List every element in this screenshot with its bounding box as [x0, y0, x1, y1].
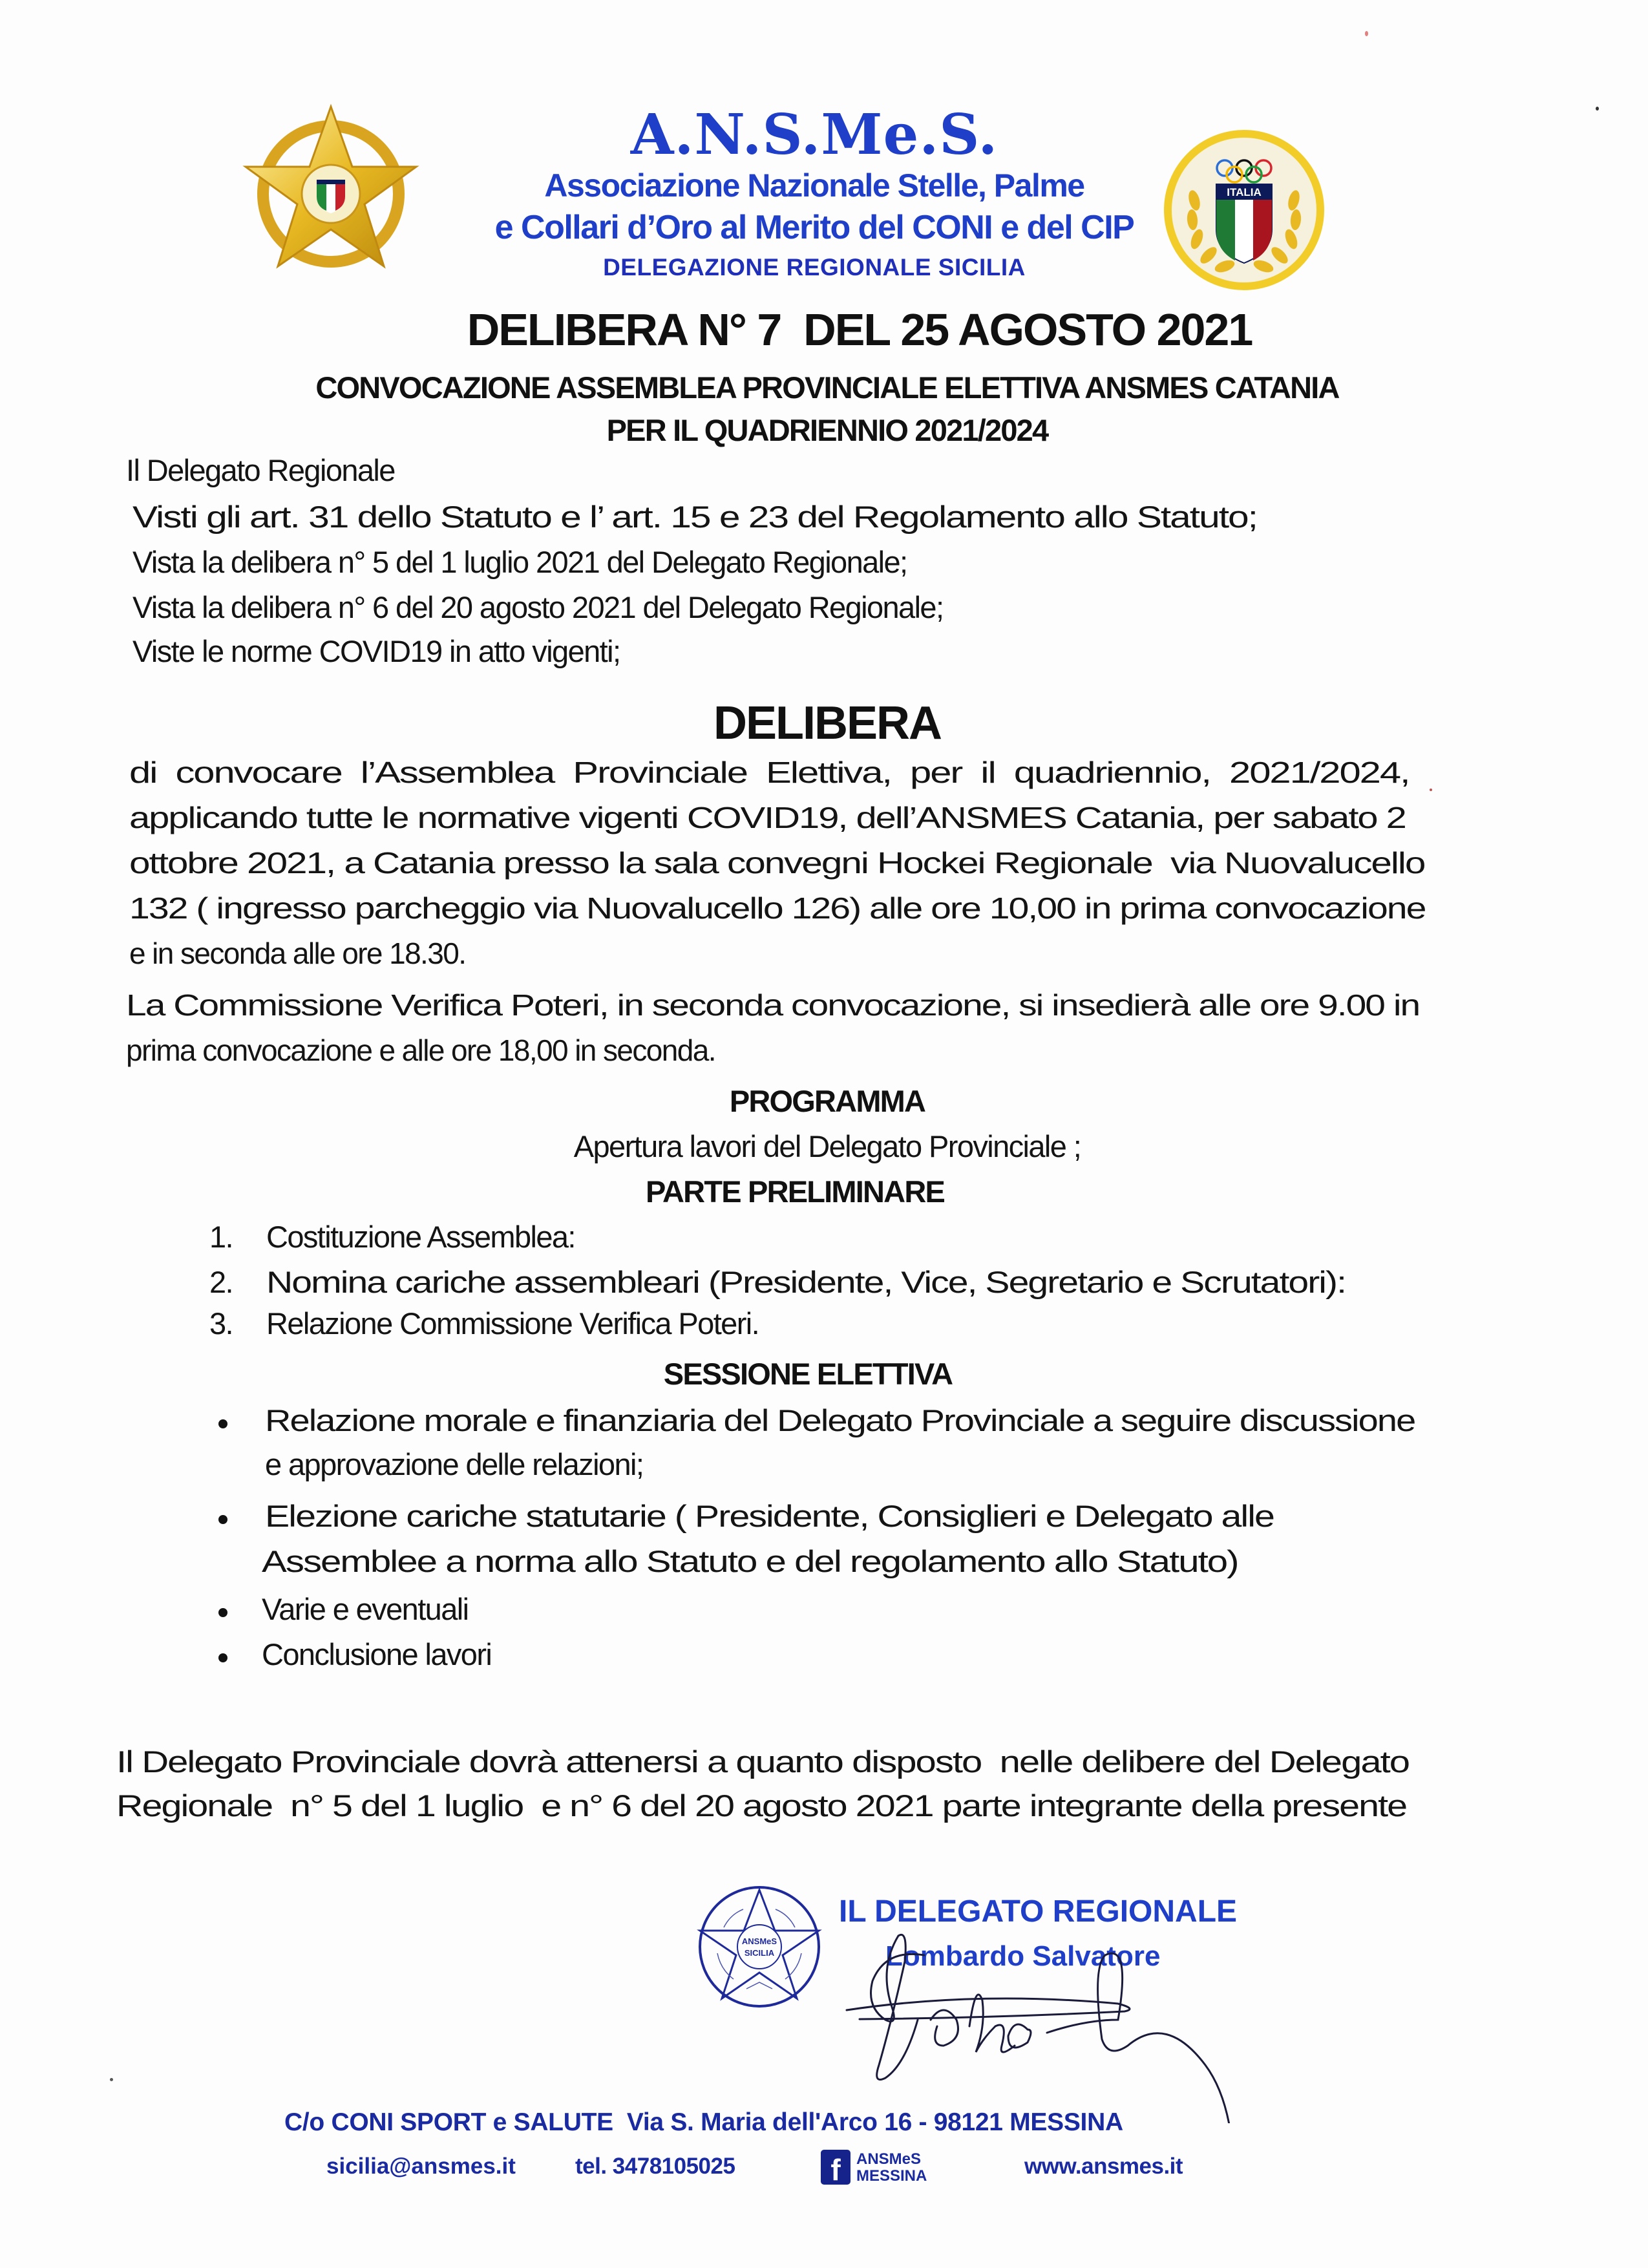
- preliminary-item: Relazione Commissione Verifica Poteri.: [266, 1306, 759, 1341]
- bullet-icon: [218, 1653, 227, 1662]
- commission-paragraph-line: La Commissione Verifica Poteri, in seconda convocazione, si insedierà alle ore 9.00 in: [126, 988, 1420, 1022]
- programma-opening: Apertura lavori del Delegato Provinciale ;: [573, 1129, 1081, 1163]
- footer-address: C/o CONI SPORT e SALUTE Via S. Maria dell'Arco 16 - 98121 MESSINA: [284, 2108, 1123, 2136]
- preliminary-item: Costituzione Assemblea:: [266, 1220, 575, 1254]
- delibera-paragraph-line: applicando tutte le normative vigenti COVID19, dell’ANSMES Catania, per sabato 2: [129, 801, 1406, 834]
- closing-line: Regionale n° 5 del 1 luglio e n° 6 del 20 agosto 2021 parte integrante della presente: [116, 1788, 1407, 1823]
- scan-mark: [1365, 31, 1368, 36]
- ansmes-sicilia-stamp: [695, 1882, 824, 2011]
- org-acronym: A.N.S.Me.S.: [630, 102, 998, 167]
- elective-item-line: Elezione cariche statutarie ( Presidente, Consiglieri e Delegato alle: [265, 1499, 1274, 1533]
- parte-preliminare-heading: PARTE PRELIMINARE: [645, 1174, 945, 1209]
- signer-title: IL DELEGATO REGIONALE: [839, 1894, 1238, 1929]
- footer-website[interactable]: www.ansmes.it: [1024, 2154, 1183, 2179]
- list-number: 3.: [209, 1306, 233, 1341]
- elective-item-line: Varie e eventuali: [262, 1592, 469, 1626]
- italia-label: ITALIA: [1227, 186, 1262, 198]
- facebook-page-label[interactable]: MESSINA: [856, 2167, 927, 2185]
- document-subtitle: CONVOCAZIONE ASSEMBLEA PROVINCIALE ELETTIVA ANSMES CATANIA: [315, 370, 1339, 405]
- facebook-page-label[interactable]: ANSMeS: [856, 2150, 922, 2168]
- scan-mark: [1596, 107, 1599, 111]
- delibera-paragraph-line: ottobre 2021, a Catania presso la sala convegni Hockei Regionale via Nuovalucello: [129, 846, 1425, 880]
- document-title: DELIBERA N° 7 DEL 25 AGOSTO 2021: [467, 304, 1252, 355]
- commission-paragraph-line: prima convocazione e alle ore 18,00 in seconda.: [126, 1033, 715, 1067]
- list-number: 1.: [209, 1220, 233, 1254]
- closing-line: Il Delegato Provinciale dovrà attenersi a quanto disposto nelle delibere del Delegato: [116, 1744, 1410, 1779]
- elective-item-line: e approvazione delle relazioni;: [265, 1447, 644, 1481]
- preamble-line: Vista la delibera n° 6 del 20 agosto 2021 del Delegato Regionale;: [132, 590, 944, 624]
- elective-item-line: Assemblee a norma allo Statuto e del regolamento allo Statuto): [262, 1544, 1238, 1578]
- scan-mark: [1430, 789, 1432, 791]
- list-number: 2.: [209, 1265, 233, 1299]
- preamble-line: Visti gli art. 31 dello Statuto e l’ art. 15 e 23 del Regolamento allo Statuto;: [132, 500, 1257, 534]
- sessione-elettiva-heading: SESSIONE ELETTIVA: [663, 1357, 953, 1391]
- document-subtitle-period: PER IL QUADRIENNIO 2021/2024: [606, 413, 1048, 447]
- org-name-line-1: Associazione Nazionale Stelle, Palme: [544, 167, 1084, 204]
- delibera-paragraph-line: 132 ( ingresso parcheggio via Nuovalucello 126) alle ore 10,00 in prima convocazione: [129, 891, 1426, 925]
- stamp-text: ANSMeS: [741, 1936, 777, 1946]
- facebook-icon[interactable]: f: [821, 2150, 850, 2185]
- delibera-heading: DELIBERA: [713, 697, 941, 749]
- elective-item-line: Relazione morale e finanziaria del Delegato Provinciale a seguire discussione: [265, 1403, 1415, 1437]
- stamp-text: SICILIA: [744, 1948, 775, 1958]
- scan-mark: [110, 2078, 113, 2081]
- org-delegation: DELEGAZIONE REGIONALE SICILIA: [603, 254, 1026, 281]
- signer-name: Lombardo Salvatore: [885, 1940, 1161, 1972]
- bullet-icon: [218, 1419, 227, 1428]
- bullet-icon: [218, 1515, 227, 1524]
- org-name-line-2: e Collari d’Oro al Merito del CONI e del CIP: [494, 209, 1134, 246]
- bullet-icon: [218, 1608, 227, 1617]
- footer-email[interactable]: sicilia@ansmes.it: [326, 2154, 516, 2179]
- preamble-line: Viste le norme COVID19 in atto vigenti;: [132, 634, 620, 668]
- delibera-paragraph-line: e in seconda alle ore 18.30.: [129, 937, 466, 970]
- footer-phone: tel. 3478105025: [575, 2154, 735, 2179]
- delibera-paragraph-line: di convocare l’Assemblea Provinciale Elettiva, per il quadriennio, 2021/2024,: [129, 756, 1410, 789]
- handwritten-signature: [834, 1929, 1234, 2123]
- preamble-line: Il Delegato Regionale: [126, 453, 395, 487]
- programma-heading: PROGRAMMA: [729, 1084, 925, 1118]
- elective-item-line: Conclusione lavori: [262, 1637, 492, 1671]
- preliminary-item: Nomina cariche assembleari (Presidente, Vice, Segretario e Scrutatori):: [266, 1265, 1346, 1299]
- preamble-line: Vista la delibera n° 5 del 1 luglio 2021 del Delegato Regionale;: [132, 545, 907, 579]
